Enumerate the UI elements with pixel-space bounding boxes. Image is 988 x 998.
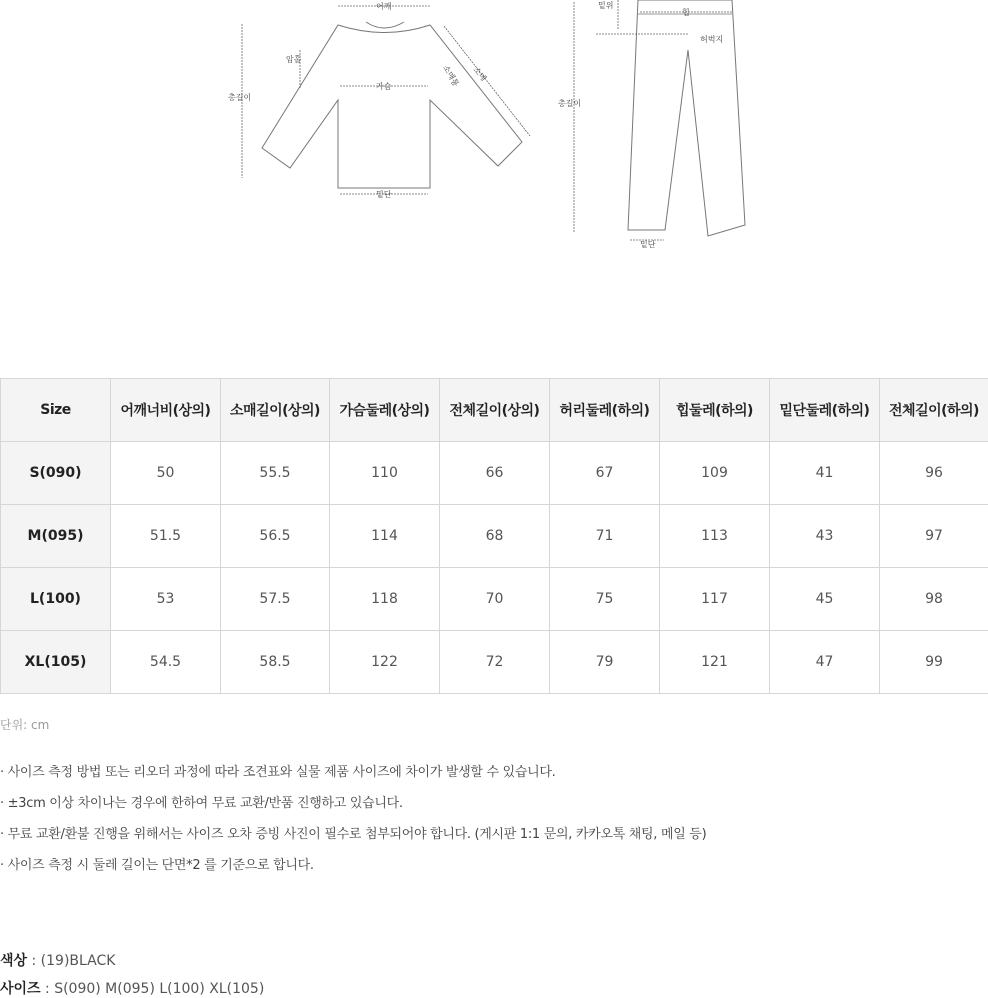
unit-note: 단위: cm (0, 716, 49, 733)
size-table (0, 378, 988, 694)
table-cell: 54.5 (111, 631, 221, 694)
table-cell: 109 (660, 442, 770, 505)
table-cell: 71 (550, 505, 660, 568)
label-thigh: 허벅지 (700, 34, 723, 44)
size-info (0, 978, 264, 998)
pants-outline (628, 0, 745, 236)
garment-illustration (0, 0, 988, 270)
table-cell: 68 (440, 505, 550, 568)
table-cell: 117 (660, 568, 770, 631)
table-cell: 50 (111, 442, 221, 505)
size-value: : S(090) M(095) L(100) XL(105) (41, 981, 265, 997)
label-top-length: 총길이 (228, 92, 251, 102)
size-cell: XL(105) (1, 631, 111, 694)
table-cell: 72 (440, 631, 550, 694)
top-outline (262, 25, 522, 188)
table-cell: 45 (770, 568, 880, 631)
header-cell: 전체길이(하의) (880, 379, 988, 442)
table-cell: 70 (440, 568, 550, 631)
table-cell: 57.5 (221, 568, 330, 631)
color-info (0, 950, 115, 970)
table-cell: 118 (330, 568, 440, 631)
note-item: · ±3cm 이상 차이나는 경우에 한하여 무료 교환/반품 진행하고 있습니다. (0, 793, 706, 824)
note-item: · 사이즈 측정 시 둘레 길이는 단면*2 를 기준으로 합니다. (0, 855, 706, 886)
note-item: · 무료 교환/환불 진행을 위해서는 사이즈 오차 증빙 사진이 필수로 첨부되어야 합니다. (게시판 1:1 문의, 카카오톡 채팅, 메일 등) (0, 824, 706, 855)
label-chest: 가슴 (376, 81, 392, 91)
header-cell: 어깨너비(상의) (111, 379, 221, 442)
label-armhole: 암홀 (286, 54, 302, 64)
label-hip: 힙 (682, 7, 690, 17)
table-cell: 41 (770, 442, 880, 505)
table-cell: 56.5 (221, 505, 330, 568)
table-cell: 98 (880, 568, 988, 631)
label-sleeve: 소매 (471, 65, 488, 83)
size-label: 사이즈 (0, 981, 41, 997)
size-notes (0, 762, 706, 886)
table-row (1, 631, 988, 694)
table-cell: 43 (770, 505, 880, 568)
header-cell: Size (1, 379, 111, 442)
table-cell: 96 (880, 442, 988, 505)
size-cell: L(100) (1, 568, 111, 631)
table-cell: 67 (550, 442, 660, 505)
table-cell: 122 (330, 631, 440, 694)
table-row (1, 568, 988, 631)
header-cell: 힙둘레(하의) (660, 379, 770, 442)
table-cell: 58.5 (221, 631, 330, 694)
label-rise: 밑위 (598, 0, 613, 10)
label-top-hem: 밑단 (376, 189, 392, 199)
header-cell: 가슴둘레(상의) (330, 379, 440, 442)
size-cell: S(090) (1, 442, 111, 505)
table-cell: 97 (880, 505, 988, 568)
header-cell: 소매길이(상의) (221, 379, 330, 442)
table-cell: 75 (550, 568, 660, 631)
table-cell: 121 (660, 631, 770, 694)
size-diagram (0, 0, 988, 270)
color-label: 색상 (0, 953, 27, 969)
label-sleeve-width: 소매통 (441, 63, 461, 88)
color-value: : (19)BLACK (27, 953, 115, 969)
header-cell: 밑단둘레(하의) (770, 379, 880, 442)
table-cell: 113 (660, 505, 770, 568)
table-cell: 114 (330, 505, 440, 568)
table-cell: 47 (770, 631, 880, 694)
header-cell: 전체길이(상의) (440, 379, 550, 442)
header-cell: 허리둘레(하의) (550, 379, 660, 442)
label-pants-length: 총길이 (558, 98, 581, 108)
table-header-row (1, 379, 988, 442)
label-pants-hem: 밑단 (640, 239, 656, 249)
table-cell: 99 (880, 631, 988, 694)
table-cell: 79 (550, 631, 660, 694)
table-row (1, 505, 988, 568)
table-cell: 66 (440, 442, 550, 505)
label-shoulder: 어깨 (376, 1, 391, 11)
note-item: · 사이즈 측정 방법 또는 리오더 과정에 따라 조견표와 실물 제품 사이즈에 차이가 발생할 수 있습니다. (0, 762, 706, 793)
table-cell: 110 (330, 442, 440, 505)
size-cell: M(095) (1, 505, 111, 568)
table-row (1, 442, 988, 505)
table-cell: 53 (111, 568, 221, 631)
table-cell: 55.5 (221, 442, 330, 505)
table-cell: 51.5 (111, 505, 221, 568)
